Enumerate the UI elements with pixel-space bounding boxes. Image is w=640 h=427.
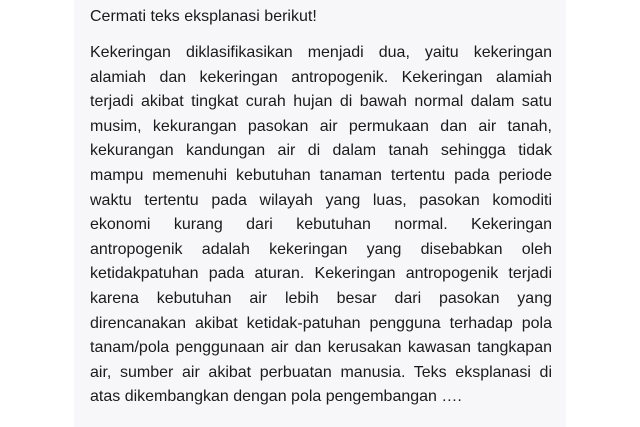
question-prompt: Cermati teks eksplanasi berikut! (90, 8, 317, 25)
question-card (74, 0, 566, 427)
explanation-passage: Kekeringan diklasifikasikan menjadi dua, yaitu kekeringan alamiah dan kekeringan antropogenik. Kekeringan alamiah terjadi akibat tingkat curah hujan di bawah normal dalam satu musim, kekurangan pasokan air permukaan dan air tanah, kekurangan kandungan air di dalam tanah sehingga tidak mampu memenuhi kebutuhan tanaman tertentu pada periode waktu tertentu pada wilayah yang luas, pasokan komoditi ekonomi kurang dari kebutuhan normal. Kekeringan antropogenik adalah kekeringan yang disebabkan oleh ketidakpatuhan pada aturan. Kekeringan antropogenik terjadi karena kebutuhan air lebih besar dari pasokan yang direncanakan akibat ketidak-patuhan pengguna terhadap pola tanam/pola penggunaan air dan kerusakan kawasan tangkapan air, sumber air akibat perbuatan manusia. Teks eksplanasi di atas dikembangkan dengan pola pengembangan …. (90, 44, 552, 406)
